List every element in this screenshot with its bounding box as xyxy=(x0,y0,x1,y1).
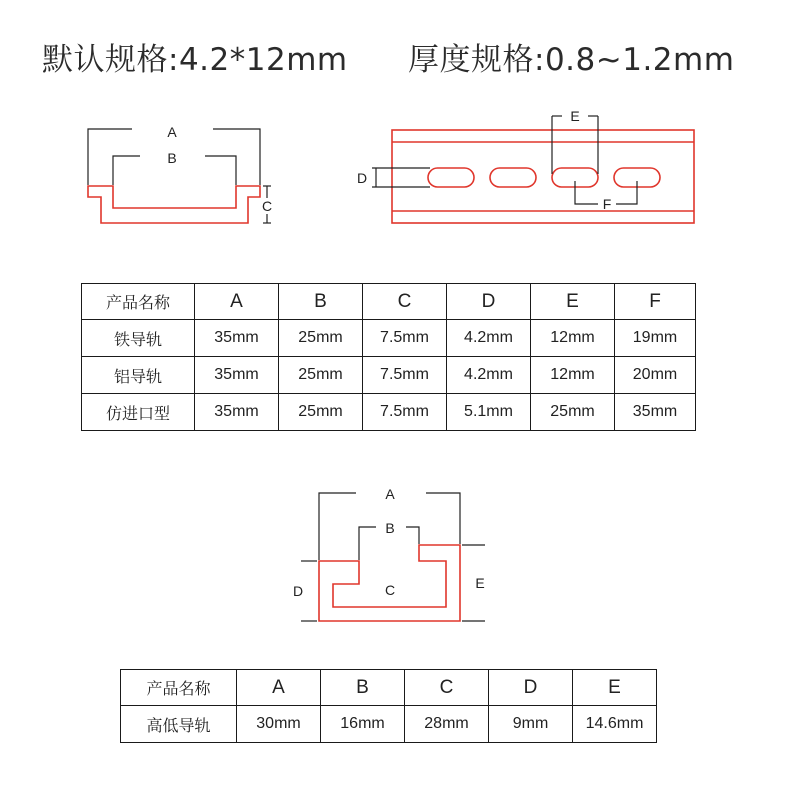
slot-1 xyxy=(428,168,474,187)
step-dim-label-a: A xyxy=(385,486,395,502)
header-b: B xyxy=(279,284,363,320)
dim-label-f: F xyxy=(602,196,612,212)
table-row xyxy=(121,706,657,743)
cell-e: 14.6mm xyxy=(573,706,657,743)
row-product-name: 高低导轨 xyxy=(121,706,237,743)
cell-e: 12mm xyxy=(531,357,615,394)
cell-d: 4.2mm xyxy=(447,320,531,357)
default-spec-title: 默认规格:4.2*12mm xyxy=(42,42,348,78)
table-header-row xyxy=(82,284,696,320)
header-a: A xyxy=(237,670,321,706)
dim-label-a: A xyxy=(167,124,177,140)
row-product-name: 铝导轨 xyxy=(82,357,195,394)
header-e: E xyxy=(531,284,615,320)
cell-c: 7.5mm xyxy=(363,357,447,394)
thickness-spec-title: 厚度规格:0.8~1.2mm xyxy=(408,42,735,78)
dim-label-e: E xyxy=(570,108,580,124)
spec-table-din-rails xyxy=(81,283,696,431)
step-dim-label-c: C xyxy=(384,582,396,598)
cell-c: 28mm xyxy=(405,706,489,743)
step-dim-label-e: E xyxy=(475,575,485,591)
dim-label-d: D xyxy=(356,170,368,186)
row-product-name: 铁导轨 xyxy=(82,320,195,357)
cell-b: 25mm xyxy=(279,357,363,394)
table-row xyxy=(82,394,696,431)
dim-label-b: B xyxy=(167,150,177,166)
top-hat-rail-diagram xyxy=(88,124,272,223)
cell-b: 16mm xyxy=(321,706,405,743)
cell-d: 9mm xyxy=(489,706,573,743)
header-d: D xyxy=(447,284,531,320)
cell-b: 25mm xyxy=(279,320,363,357)
cell-f: 19mm xyxy=(615,320,696,357)
header-c: C xyxy=(363,284,447,320)
header-c: C xyxy=(405,670,489,706)
cell-a: 35mm xyxy=(195,320,279,357)
cell-d: 4.2mm xyxy=(447,357,531,394)
table-row xyxy=(82,320,696,357)
cell-c: 7.5mm xyxy=(363,394,447,431)
row-product-name: 仿进口型 xyxy=(82,394,195,431)
header-e: E xyxy=(573,670,657,706)
cell-a: 30mm xyxy=(237,706,321,743)
header-product-name: 产品名称 xyxy=(121,670,237,706)
header-b: B xyxy=(321,670,405,706)
step-dim-label-d: D xyxy=(292,583,304,599)
header-f: F xyxy=(615,284,696,320)
header-product-name: 产品名称 xyxy=(82,284,195,320)
spec-table-step-rail xyxy=(120,669,657,743)
cell-f: 35mm xyxy=(615,394,696,431)
cell-a: 35mm xyxy=(195,357,279,394)
cell-e: 12mm xyxy=(531,320,615,357)
slot-2 xyxy=(490,168,536,187)
cell-b: 25mm xyxy=(279,394,363,431)
table-header-row xyxy=(121,670,657,706)
top-hat-rail-profile xyxy=(88,186,260,223)
table-row xyxy=(82,357,696,394)
cell-d: 5.1mm xyxy=(447,394,531,431)
cell-c: 7.5mm xyxy=(363,320,447,357)
step-dim-label-b: B xyxy=(385,520,395,536)
slotted-rail-diagram xyxy=(357,108,694,223)
header-d: D xyxy=(489,670,573,706)
cell-f: 20mm xyxy=(615,357,696,394)
step-rail-diagram xyxy=(293,486,485,621)
dim-label-c: C xyxy=(261,198,273,214)
cell-e: 25mm xyxy=(531,394,615,431)
cell-a: 35mm xyxy=(195,394,279,431)
header-a: A xyxy=(195,284,279,320)
